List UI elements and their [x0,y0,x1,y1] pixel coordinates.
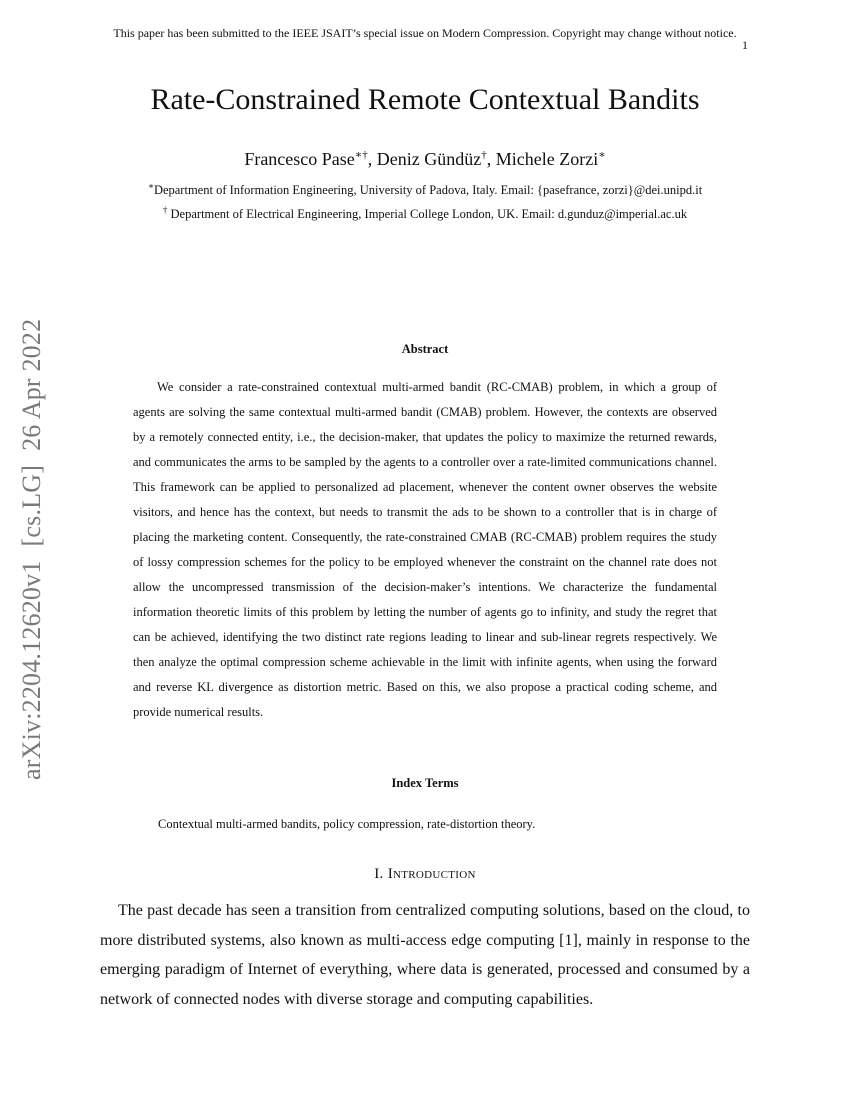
author-affiliation-mark: ∗ [598,149,606,161]
affiliation-mark: ∗ [147,181,154,191]
affiliation-text: Department of Electrical Engineering, Imperial College London, UK. Email: d.gunduz@imperial.ac.uk [167,207,688,222]
abstract-text: We consider a rate-constrained contextual multi-armed bandit (RC-CMAB) problem, in which a group of agents are solving the same contextual multi-armed bandit (CMAB) problem. However, the contexts are observed by a remotely connected entity, i.e., the decision-maker, that updates the policy to maximize the returned rewards, and communicates the arms to be sampled by the agents to a controller over a rate-limited communications channel. This framework can be applied to personalized ad placement, whenever the content owner observes the website visitors, and hence has the context, but needs to transmit the ads to be shown to a controller that is in charge of placing the marketing content. Consequently, the rate-constrained CMAB (RC-CMAB) problem requires the study of lossy compression schemes for the policy to be employed whenever the constraint on the channel rate does not allow the uncompressed transmission of the decision-maker’s intentions. We characterize the fundamental information theoretic limits of this problem by letting the number of agents go to infinity, and study the regret that can be achieved, identifying the two distinct rate regions leading to linear and sub-linear regrets respectively. We then analyze the optimal compression scheme achievable in the limit with infinite agents, when using the forward and reverse KL divergence as distortion metric. Based on this, we also propose a practical coding scheme, and provide numerical results. [133,380,717,719]
affiliation-imperial [0,200,850,224]
author-affiliation-mark: ∗† [354,149,368,161]
affiliation-text: Department of Information Engineering, University of Padova, Italy. Email: {pasefrance, zorzi}@dei.unipd.it [153,183,703,198]
author-affiliation-mark: † [481,149,487,161]
arxiv-id: arXiv:2204.12620v1 [17,560,46,780]
affiliation-mark: † [162,205,168,215]
arxiv-category: [cs.LG] [17,464,46,547]
abstract-heading: Abstract [401,342,449,356]
author-name: Francesco Pase [244,149,355,169]
index-terms-heading: Index Terms [391,776,459,790]
paper-title: Rate-Constrained Remote Contextual Bandits [150,83,700,116]
author-name: Deniz Gündüz [376,149,482,169]
arxiv-date: 26 Apr 2022 [17,318,46,451]
introduction-paragraph: The past decade has seen a transition from centralized computing solutions, based on the cloud, to more distributed systems, also known as multi-access edge computing [1], mainly in response to the emerging paradigm of Internet of everything, where data is generated, processed and consumed by a network of connected nodes with diverse storage and computing capabilities. [100,902,750,1008]
author-list: Francesco Pase∗†, Deniz Gündüz†, Michele Zorzi∗ [244,149,606,169]
section-number: I. [374,866,384,882]
submission-notice: This paper has been submitted to the IEEE JSAIT’s special issue on Modern Compression. Copyright may change without notice. [113,26,737,40]
page-number: 1 [742,38,748,52]
index-terms-text: Contextual multi-armed bandits, policy compression, rate-distortion theory. [158,817,536,831]
arxiv-stamp [14,285,50,780]
affiliation-padova [0,176,850,200]
section-heading [0,866,850,883]
section-title: Introduction [387,866,476,882]
author-name: Michele Zorzi [495,149,599,169]
